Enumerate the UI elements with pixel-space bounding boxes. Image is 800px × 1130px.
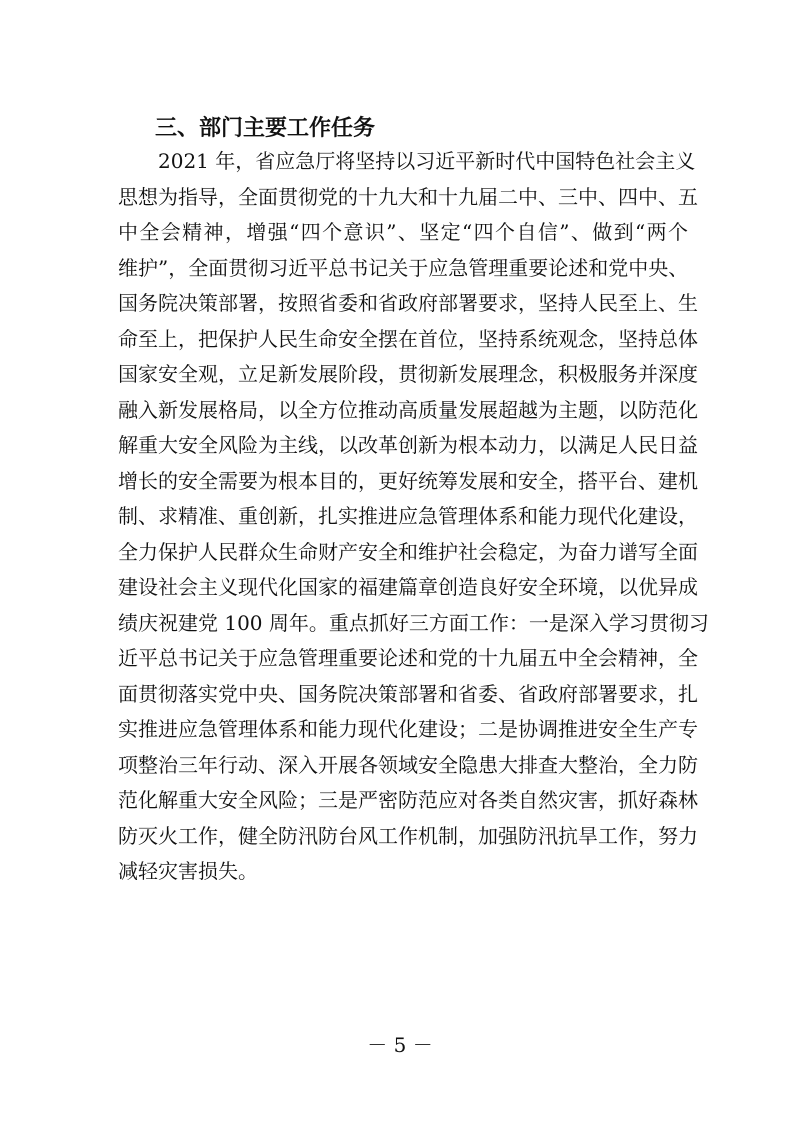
paragraph-line: 解重大安全风险为主线，以改革创新为根本动力，以满足人民日益: [118, 433, 698, 457]
paragraph-line: 中全会精神，增强“四个意识”、坚定“四个自信”、做到“两个: [118, 220, 688, 244]
paragraph-line: 增长的安全需要为根本目的，更好统筹发展和安全，搭平台、建机: [118, 468, 698, 493]
paragraph-line: 防灭火工作，健全防汛防台风工作机制，加强防汛抗旱工作，努力: [118, 823, 698, 848]
body-paragraph: [118, 144, 709, 890]
paragraph-line: 绩庆祝建党 100 周年。重点抓好三方面工作：一是深入学习贯彻习: [118, 610, 709, 635]
paragraph-line: 近平总书记关于应急管理重要论述和党的十九届五中全会精神，全: [118, 646, 698, 670]
paragraph-line: 制、求精准、重创新，扎实推进应急管理体系和能力现代化建设，: [118, 504, 698, 528]
paragraph-line: 国家安全观，立足新发展阶段，贯彻新发展理念，积极服务并深度: [118, 362, 698, 386]
paragraph-line: 实推进应急管理体系和能力现代化建设；二是协调推进安全生产专: [118, 717, 698, 741]
paragraph-line: 命至上，把保护人民生命安全摆在首位，坚持系统观念，坚持总体: [118, 326, 698, 351]
paragraph-line: 思想为指导，全面贯彻党的十九大和十九届二中、三中、四中、五: [118, 184, 698, 209]
paragraph-line: 范化解重大安全风险；三是严密防范应对各类自然灾害，抓好森林: [118, 788, 698, 812]
paragraph-line: 维护”，全面贯彻习近平总书记关于应急管理重要论述和党中央、: [118, 255, 689, 280]
paragraph-line: 项整治三年行动、深入开展各领域安全隐患大排查大整治，全力防: [118, 752, 698, 777]
paragraph-line: 全力保护人民群众生命财产安全和维护社会稳定，为奋力谱写全面: [118, 539, 698, 564]
paragraph-line: 建设社会主义现代化国家的福建篇章创造良好安全环境，以优异成: [118, 575, 698, 599]
paragraph-line: 面贯彻落实党中央、国务院决策部署和省委、省政府部署要求，扎: [118, 681, 698, 706]
paragraph-line: 国务院决策部署，按照省委和省政府部署要求，坚持人民至上、生: [118, 291, 698, 315]
paragraph-line: 减轻灾害损失。: [118, 859, 258, 883]
paragraph-line: 2021 年，省应急厅将坚持以习近平新时代中国特色社会主义: [118, 149, 696, 173]
paragraph-line: 融入新发展格局，以全方位推动高质量发展超越为主题，以防范化: [118, 397, 698, 422]
page-number: － 5 －: [367, 1033, 433, 1057]
section-heading: 三、部门主要工作任务: [155, 116, 376, 141]
